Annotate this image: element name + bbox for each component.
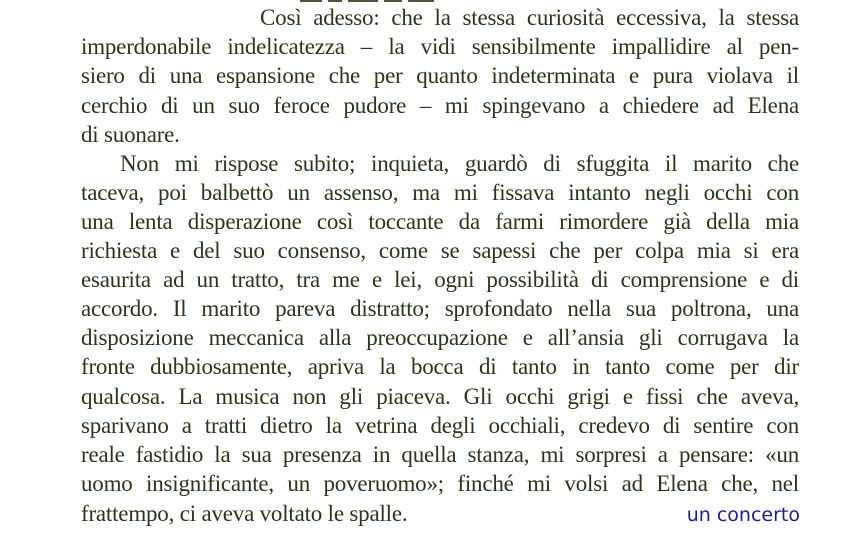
paragraph-2-line-8: fronte dubbiosamente, apriva la bocca di tanto in tanto come per dir xyxy=(81,354,799,379)
paragraph-2-line-4: richiesta e del suo consenso, come se sapessi che per colpa mia si era xyxy=(81,238,799,263)
cut-off-top-text xyxy=(300,0,490,2)
paragraph-2-line-12: uomo insignificante, un poveruomo»; finché mi volsi ad Elena che, nel xyxy=(81,471,799,496)
paragraph-2-line-1: Non mi rispose subito; inquieta, guardò di sfuggita il marito che xyxy=(120,151,799,176)
paragraph-2-line-6: accordo. Il marito pareva distratto; sprofondato nella sua poltrona, una xyxy=(81,296,799,321)
paragraph-2-line-9: qualcosa. La musica non gli piaceva. Gli occhi grigi e fissi che aveva, xyxy=(81,384,799,409)
paragraph-2-line-11: reale fastidio la sua presenza in quella stanza, mi sorpresi a pensare: «un xyxy=(81,442,799,467)
caption-label: un concerto xyxy=(686,504,800,526)
paragraph-1-line-3: siero di una espansione che per quanto indeterminata e pura violava il xyxy=(81,63,799,88)
paragraph-2-line-2: taceva, poi balbettò un assenso, ma mi fissava intanto negli occhi con xyxy=(81,180,799,205)
paragraph-2-line-13: frattempo, ci aveva voltato le spalle. xyxy=(81,501,408,526)
paragraph-1-line-4: cerchio di un suo feroce pudore – mi spingevano a chiedere ad Elena xyxy=(81,93,799,118)
paragraph-1-line-5: di suonare. xyxy=(81,122,180,147)
paragraph-2-line-10: sparivano a tratti dietro la vetrina degli occhiali, credevo di sentire con xyxy=(81,413,799,438)
paragraph-2-line-3: una lenta disperazione così toccante da farmi rimordere già della mia xyxy=(81,209,799,234)
paragraph-1-line-1: Così adesso: che la stessa curiosità eccessiva, la stessa xyxy=(260,5,799,30)
paragraph-1-line-2: imperdonabile indelicatezza – la vidi sensibilmente impallidire al pen- xyxy=(81,34,799,59)
paragraph-2-line-7: disposizione meccanica alla preoccupazione e all’ansia gli corrugava la xyxy=(81,325,799,350)
paragraph-2-line-5: esaurita ad un tratto, tra me e lei, ogni possibilità di comprensione e di xyxy=(81,267,799,292)
